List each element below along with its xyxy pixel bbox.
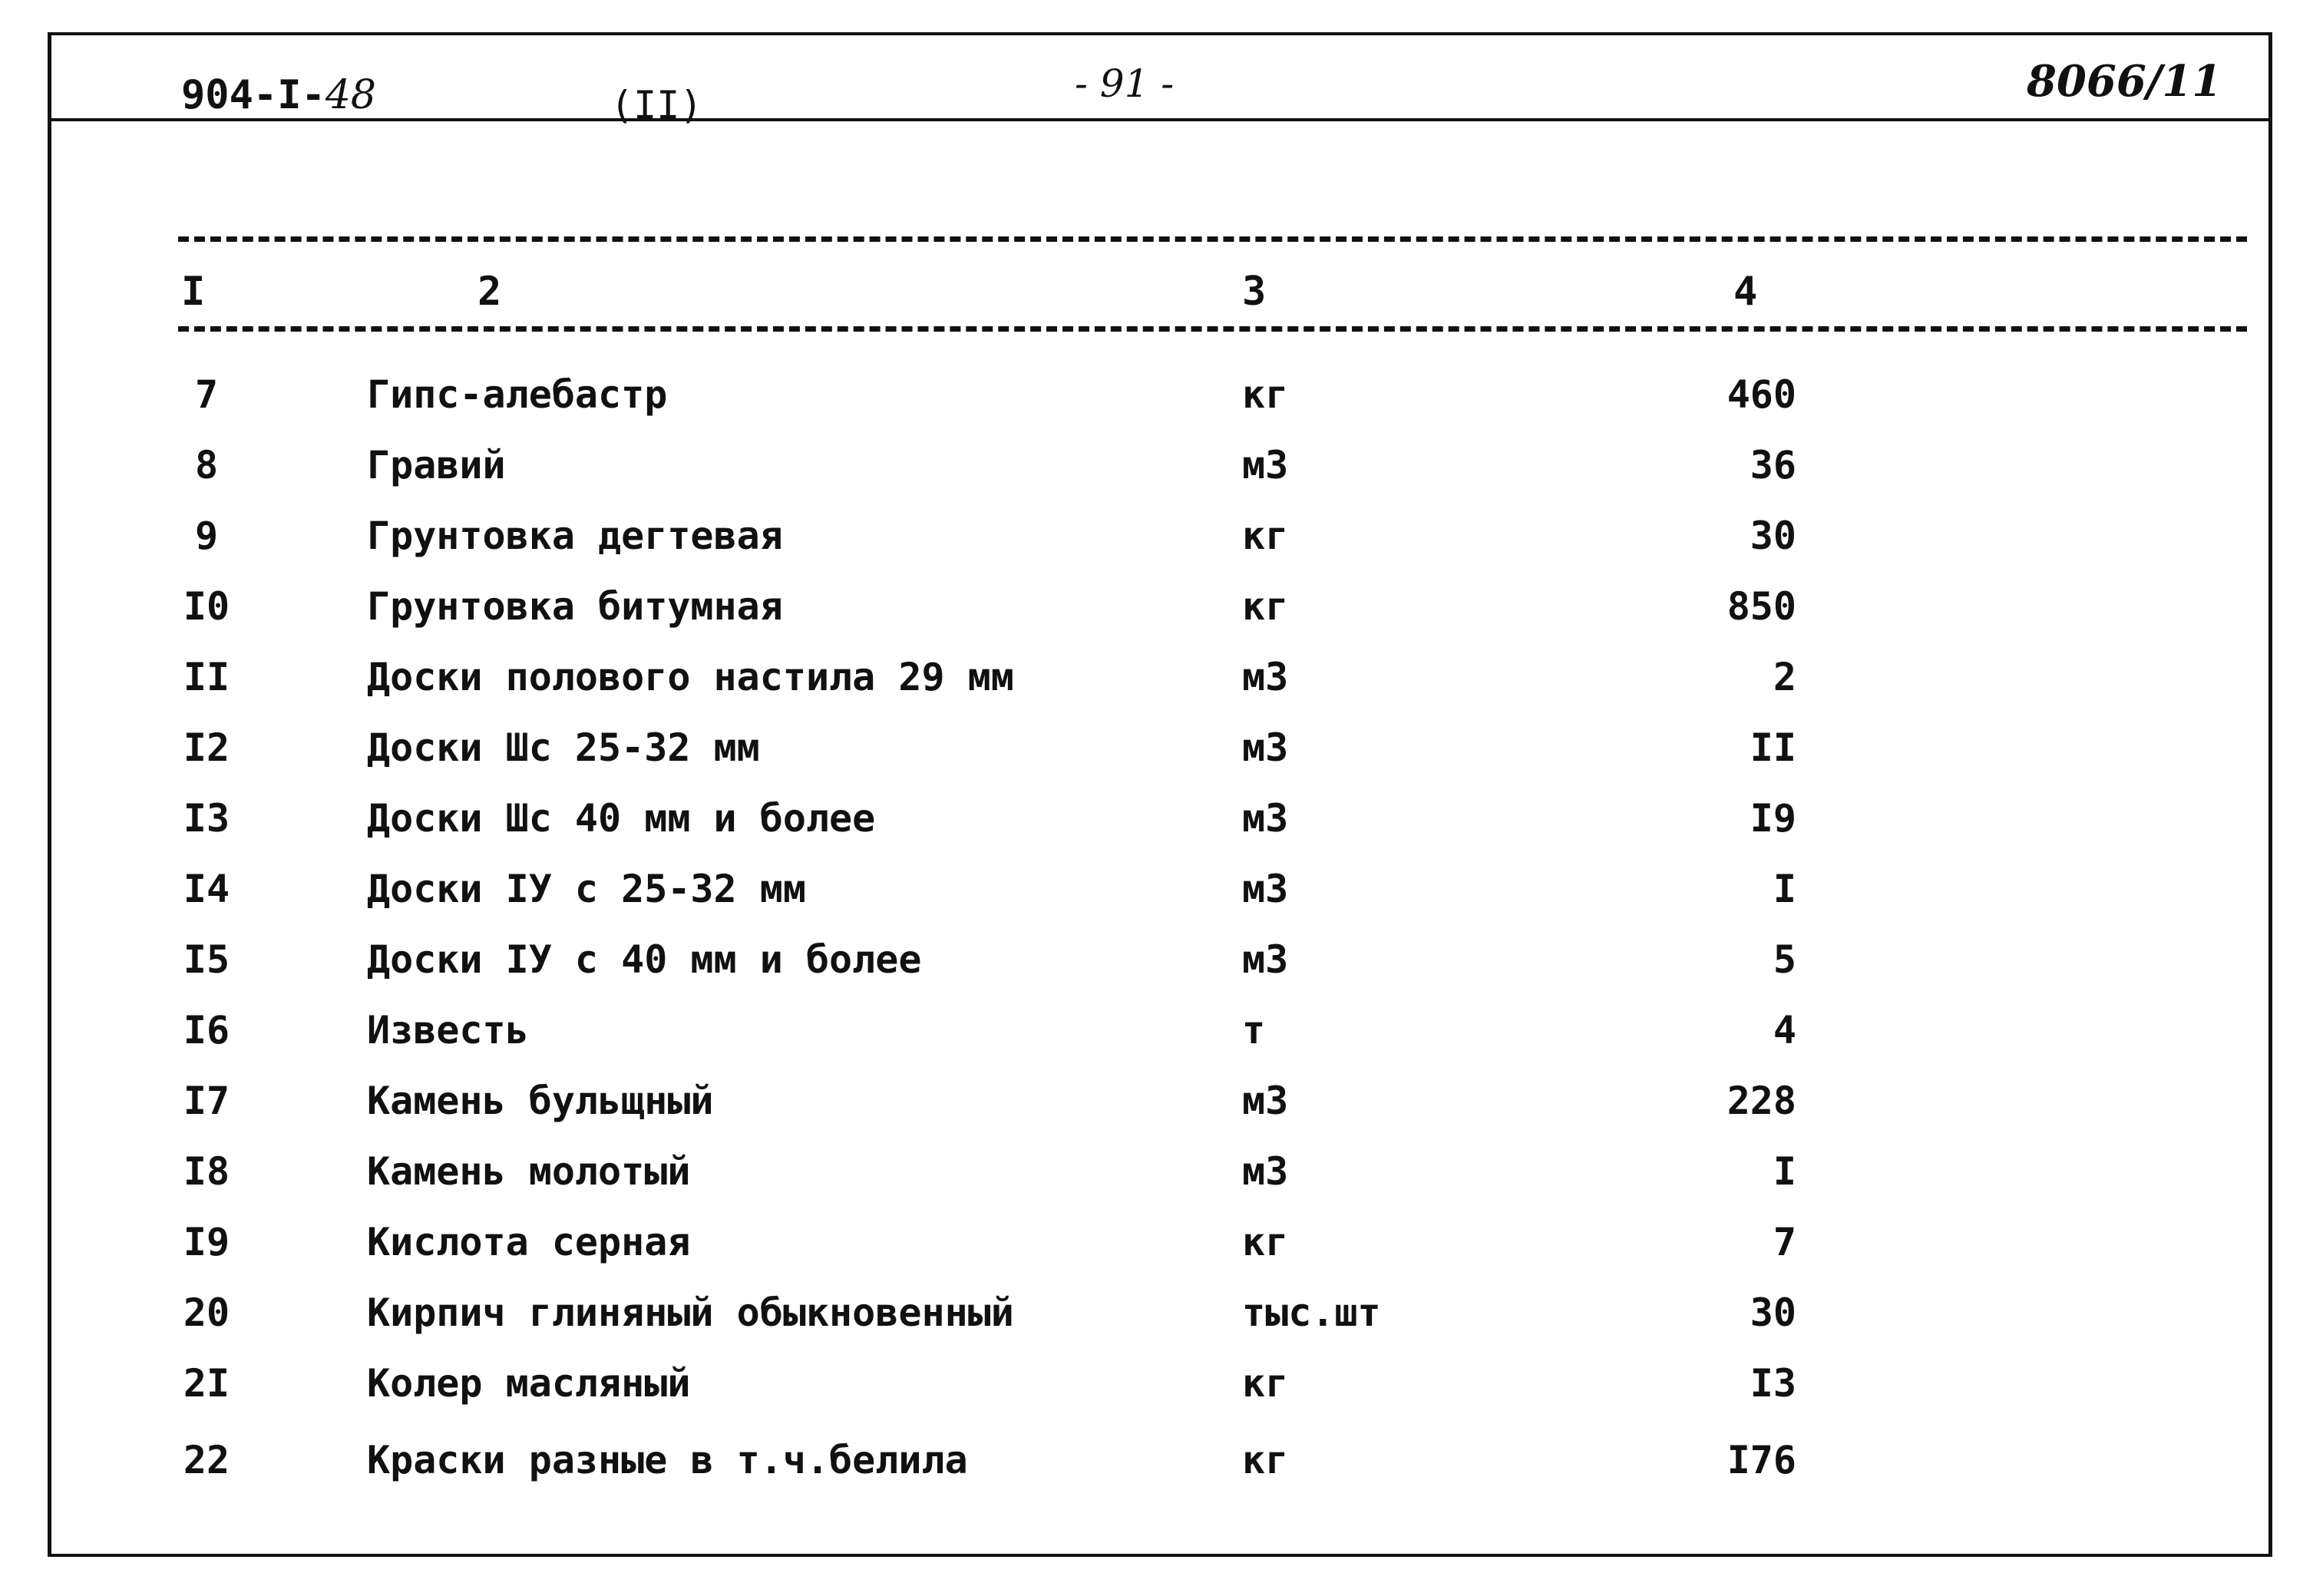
unit: м3 — [1242, 725, 1289, 770]
unit: кг — [1242, 514, 1289, 558]
document-code — [181, 72, 377, 118]
quantity: 4 — [1773, 1008, 1796, 1052]
unit: кг — [1242, 1220, 1289, 1264]
row-number: I9 — [183, 1220, 230, 1264]
header-rule — [48, 118, 2272, 121]
quantity: I76 — [1726, 1438, 1796, 1482]
quantity: II — [1750, 725, 1796, 770]
row-number: 2I — [183, 1361, 230, 1406]
material-name: Кислота серная — [367, 1220, 691, 1264]
quantity: 36 — [1750, 443, 1796, 487]
document-number: 8066/11 — [2027, 56, 2222, 107]
unit: тыс.шт — [1242, 1290, 1381, 1335]
unit: кг — [1242, 372, 1289, 417]
table-row — [0, 1214, 2313, 1285]
table-row — [0, 791, 2313, 861]
table-row — [0, 1356, 2313, 1426]
row-number: I3 — [183, 796, 230, 841]
table-row — [0, 438, 2313, 508]
table-row — [0, 579, 2313, 649]
row-number: I0 — [183, 584, 230, 629]
document-code-handwritten: 48 — [325, 72, 377, 118]
material-name: Кирпич глиняный обыкновенный — [367, 1290, 1014, 1335]
column-number-3: 3 — [1242, 269, 1267, 315]
table-row — [0, 1073, 2313, 1144]
material-name: Гипс-алебастр — [367, 372, 668, 417]
table-row — [0, 861, 2313, 932]
material-name: Грунтовка битумная — [367, 584, 783, 629]
material-name: Доски полового настила 29 мм — [367, 655, 1014, 699]
material-name: Грунтовка дегтевая — [367, 514, 783, 558]
table-row — [0, 367, 2313, 438]
row-number: I7 — [183, 1079, 230, 1123]
unit: м3 — [1242, 796, 1289, 841]
unit: м3 — [1242, 443, 1289, 487]
quantity: I — [1773, 1149, 1796, 1194]
unit: м3 — [1242, 655, 1289, 699]
unit: кг — [1242, 1438, 1289, 1482]
column-number-4: 4 — [1733, 269, 1758, 315]
quantity: 2 — [1773, 655, 1796, 699]
quantity: 228 — [1726, 1079, 1796, 1123]
quantity: 30 — [1750, 1290, 1796, 1335]
table-row — [0, 1285, 2313, 1356]
sheet-marker: (II) — [610, 83, 703, 127]
material-name: Доски Шс 25-32 мм — [367, 725, 760, 770]
table-header-rule — [178, 326, 2247, 332]
column-number-1: I — [181, 269, 206, 315]
quantity: 850 — [1726, 584, 1796, 629]
material-name: Колер масляный — [367, 1361, 691, 1406]
unit: м3 — [1242, 937, 1289, 982]
table-row — [0, 649, 2313, 720]
row-number: I6 — [183, 1008, 230, 1052]
material-name: Гравий — [367, 443, 506, 487]
quantity: I3 — [1750, 1361, 1796, 1406]
row-number: II — [183, 655, 230, 699]
quantity: I9 — [1750, 796, 1796, 841]
quantity: 30 — [1750, 514, 1796, 558]
column-number-2: 2 — [477, 269, 502, 315]
row-number: 20 — [183, 1290, 230, 1335]
unit: м3 — [1242, 1079, 1289, 1123]
row-number: I2 — [183, 725, 230, 770]
row-number: I8 — [183, 1149, 230, 1194]
row-number: I4 — [183, 867, 230, 911]
quantity: 7 — [1773, 1220, 1796, 1264]
row-number: 22 — [183, 1438, 230, 1482]
material-name: Доски IУ с 25-32 мм — [367, 867, 806, 911]
material-name: Камень бульщный — [367, 1079, 714, 1123]
unit: кг — [1242, 1361, 1289, 1406]
unit: кг — [1242, 584, 1289, 629]
table-row — [0, 1003, 2313, 1073]
page-number: - 91 - — [1075, 61, 1175, 106]
table-body — [0, 367, 2313, 1503]
document-code-printed: 904-I- — [181, 72, 325, 118]
row-number: 9 — [194, 514, 219, 558]
table-row — [0, 1432, 2313, 1503]
table-row — [0, 720, 2313, 791]
material-name: Известь — [367, 1008, 529, 1052]
table-row — [0, 1144, 2313, 1214]
material-name: Камень молотый — [367, 1149, 691, 1194]
quantity: 460 — [1726, 372, 1796, 417]
quantity: I — [1773, 867, 1796, 911]
material-name: Краски разные в т.ч.белила — [367, 1438, 968, 1482]
table-row — [0, 932, 2313, 1003]
quantity: 5 — [1773, 937, 1796, 982]
row-number: 7 — [194, 372, 219, 417]
material-name: Доски Шс 40 мм и более — [367, 796, 876, 841]
table-row — [0, 508, 2313, 579]
unit: т — [1242, 1008, 1266, 1052]
row-number: I5 — [183, 937, 230, 982]
unit: м3 — [1242, 867, 1289, 911]
unit: м3 — [1242, 1149, 1289, 1194]
table-top-rule — [178, 236, 2247, 242]
material-name: Доски IУ с 40 мм и более — [367, 937, 922, 982]
row-number: 8 — [194, 443, 219, 487]
